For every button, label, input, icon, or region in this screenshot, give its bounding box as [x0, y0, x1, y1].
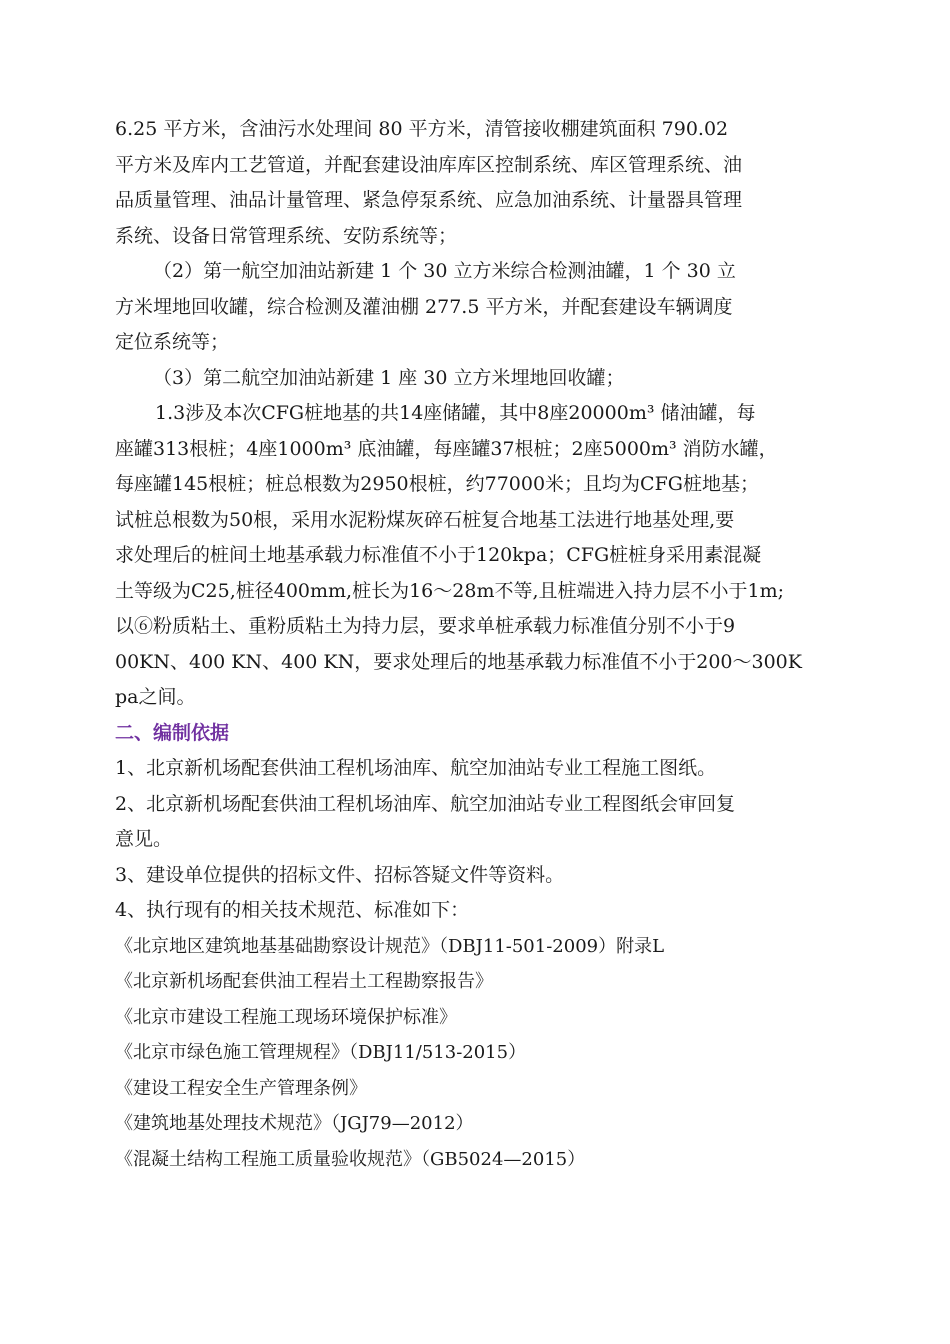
standard-reference: 《北京市绿色施工管理规程》（DBJ11/513-2015）	[115, 1042, 527, 1063]
body-line: 土等级为C25,桩径400mm,桩长为16～28m不等,且桩端进入持力层不小于1m;	[115, 579, 785, 602]
basis-item: 4、执行现有的相关技术规范、标准如下：	[115, 899, 470, 921]
standard-reference: 《北京市建设工程施工现场环境保护标准》	[115, 1006, 457, 1028]
section-heading: 二、编制依据	[115, 721, 230, 744]
body-line: 每座罐145根桩；桩总根数为2950根桩，约77000米；且均为CFG桩地基；	[115, 473, 759, 495]
basis-item: 2、北京新机场配套供油工程机场油库、航空加油站专业工程图纸会审回复	[115, 792, 736, 815]
body-line: 00KN、400 KN、400 KN，要求处理后的地基承载力标准值不小于200～300K	[115, 650, 802, 673]
body-line: 6.25 平方米，含油污水处理间 80 平方米，清管接收棚建筑面积 790.02	[115, 118, 729, 140]
body-line: 定位系统等；	[115, 331, 230, 353]
body-line: （3）第二航空加油站新建 1 座 30 立方米埋地回收罐；	[153, 366, 625, 389]
standard-reference: 《混凝土结构工程施工质量验收规范》（GB5024—2015）	[115, 1148, 586, 1170]
basis-item: 意见。	[115, 828, 173, 850]
body-line: 座罐313根桩；4座1000m³ 底油罐，每座罐37根桩；2座5000m³ 消防水罐，	[115, 437, 778, 460]
basis-item: 1、北京新机场配套供油工程机场油库、航空加油站专业工程施工图纸。	[115, 757, 717, 779]
standard-reference: 《北京新机场配套供油工程岩土工程勘察报告》	[115, 971, 493, 992]
standard-reference: 《北京地区建筑地基基础勘察设计规范》（DBJ11-501-2009）附录L	[115, 935, 665, 957]
body-line: 品质量管理、油品计量管理、紧急停泵系统、应急加油系统、计量器具管理	[115, 189, 743, 211]
body-line: 求处理后的桩间土地基承载力标准值不小于120kpa；CFG桩桩身采用素混凝	[115, 544, 762, 566]
body-line: pa之间。	[115, 686, 196, 708]
body-line: （2）第一航空加油站新建 1 个 30 立方米综合检测油罐，1 个 30 立	[153, 260, 736, 282]
body-line: 试桩总根数为50根，采用水泥粉煤灰碎石桩复合地基工法进行地基处理,要	[115, 508, 735, 531]
standard-reference: 《建设工程安全生产管理条例》	[115, 1077, 367, 1099]
basis-item: 3、建设单位提供的招标文件、招标答疑文件等资料。	[115, 863, 565, 886]
standard-reference: 《建筑地基处理技术规范》（JGJ79—2012）	[115, 1113, 474, 1134]
body-line: 平方米及库内工艺管道，并配套建设油库库区控制系统、库区管理系统、油	[115, 153, 743, 176]
body-line: 以⑥粉质粘土、重粉质粘土为持力层，要求单桩承载力标准值分别不小于9	[115, 615, 736, 637]
body-line: 1.3涉及本次CFG桩地基的共14座储罐，其中8座20000m³ 储油罐，每	[155, 402, 756, 424]
document-page	[115, 112, 855, 1177]
body-line: 系统、设备日常管理系统、安防系统等；	[115, 224, 458, 247]
body-line: 方米埋地回收罐，综合检测及灌油棚 277.5 平方米，并配套建设车辆调度	[115, 295, 733, 318]
